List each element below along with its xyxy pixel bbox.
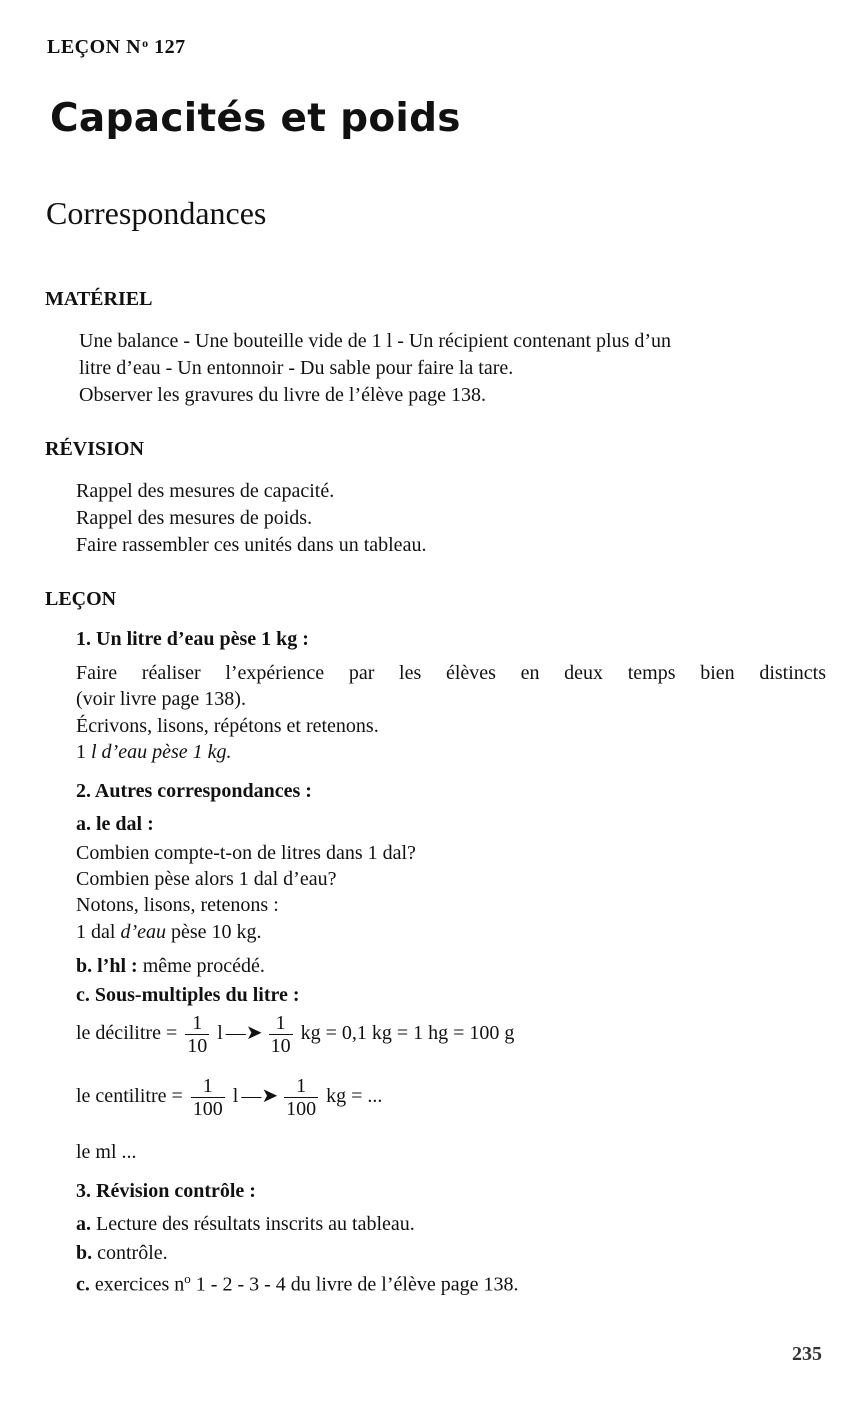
lesson-number-value: 127 xyxy=(154,36,186,58)
centilitre-fraction-2 xyxy=(284,1075,318,1120)
part2-title: 2. Autres correspondances : xyxy=(76,780,312,802)
decilitre-den-2: 10 xyxy=(270,1035,291,1057)
lecon-heading: LEÇON xyxy=(45,588,117,610)
part2-a-rule-post: pèse 10 kg. xyxy=(165,921,262,943)
decilitre-unit: l xyxy=(212,1022,223,1045)
centilitre-num-1: 1 xyxy=(202,1075,213,1097)
materiel-line-1: Une balance - Une bouteille vide de 1 l - Un récipient contenant plus d’un xyxy=(79,330,672,352)
part3-b xyxy=(76,1242,168,1265)
materiel-heading: MATÉRIEL xyxy=(45,288,153,310)
arrow-right-icon: —➤ xyxy=(225,1022,263,1045)
part3-a-label: a. xyxy=(76,1213,91,1235)
part3-c xyxy=(76,1271,518,1297)
centilitre-den-2: 100 xyxy=(286,1098,317,1120)
part3-a xyxy=(76,1213,415,1236)
centilitre-fraction-1 xyxy=(191,1075,225,1120)
decilitre-num-1: 1 xyxy=(192,1012,203,1034)
lesson-label: LEÇON N xyxy=(47,36,142,58)
part1-title: 1. Un litre d’eau pèse 1 kg : xyxy=(76,628,309,650)
centilitre-label: le centilitre = xyxy=(76,1085,188,1108)
part2-a-line-1: Combien compte-t-on de litres dans 1 dal? xyxy=(76,842,416,864)
centilitre-num-2: 1 xyxy=(296,1075,307,1097)
decilitre-formula xyxy=(76,1012,514,1057)
part3-c-text-2: 1 - 2 - 3 - 4 du livre de l’élève page 138. xyxy=(190,1273,519,1296)
revision-line-3: Faire rassembler ces unités dans un tableau. xyxy=(76,534,427,556)
part3-c-label: c. xyxy=(76,1273,90,1296)
part2-b-text: même procédé. xyxy=(137,955,265,977)
page-subtitle: Correspondances xyxy=(46,195,267,231)
part2-a-rule-pre: 1 dal xyxy=(76,921,121,943)
centilitre-unit: l xyxy=(227,1085,239,1108)
page-number: 235 xyxy=(792,1343,822,1365)
part1-rule xyxy=(76,741,232,764)
part2-a-rule xyxy=(76,921,262,944)
decilitre-fraction-2 xyxy=(269,1012,293,1057)
lesson-sup: o xyxy=(142,36,149,50)
part3-c-text: exercices n xyxy=(89,1273,185,1296)
lesson-number xyxy=(47,36,186,59)
part2-a-label: a. le dal : xyxy=(76,813,154,835)
decilitre-label: le décilitre = xyxy=(76,1022,183,1045)
part1-line-3: Écrivons, lisons, répétons et retenons. xyxy=(76,715,379,737)
decilitre-num-2: 1 xyxy=(275,1012,286,1034)
materiel-line-2: litre d’eau - Un entonnoir - Du sable pour faire la tare. xyxy=(79,357,514,379)
revision-line-2: Rappel des mesures de poids. xyxy=(76,507,313,529)
decilitre-rest: kg = 0,1 kg = 1 hg = 100 g xyxy=(295,1022,515,1045)
part2-a-line-3: Notons, lisons, retenons : xyxy=(76,894,279,916)
revision-line-1: Rappel des mesures de capacité. xyxy=(76,480,335,502)
decilitre-fraction-1 xyxy=(185,1012,209,1057)
part2-b xyxy=(76,955,265,978)
centilitre-formula xyxy=(76,1075,382,1120)
page-title: Capacités et poids xyxy=(50,96,461,141)
part2-b-label: b. l’hl : xyxy=(76,955,138,977)
part3-b-text: contrôle. xyxy=(92,1242,168,1264)
part3-a-text: Lecture des résultats inscrits au tableau. xyxy=(91,1213,415,1235)
part2-a-line-2: Combien pèse alors 1 dal d’eau? xyxy=(76,868,337,890)
part2-c-label: c. Sous-multiples du litre : xyxy=(76,984,300,1006)
part3-c-sup: o xyxy=(184,1271,191,1286)
part1-rule-num: 1 xyxy=(76,741,91,763)
part2-a-rule-italic: d’eau xyxy=(120,921,166,943)
materiel-line-3: Observer les gravures du livre de l’élève page 138. xyxy=(79,384,487,406)
arrow-right-icon: —➤ xyxy=(241,1085,279,1108)
decilitre-den-1: 10 xyxy=(187,1035,208,1057)
part1-line-2: (voir livre page 138). xyxy=(76,688,246,710)
millilitre-line: le ml ... xyxy=(76,1141,137,1163)
centilitre-den-1: 100 xyxy=(192,1098,223,1120)
centilitre-rest: kg = ... xyxy=(321,1085,383,1108)
part3-title: 3. Révision contrôle : xyxy=(76,1180,256,1202)
part1-rule-text: l d’eau pèse 1 kg. xyxy=(91,741,232,763)
part3-b-label: b. xyxy=(76,1242,93,1264)
revision-heading: RÉVISION xyxy=(45,438,144,460)
part1-line-1: Faire réaliser l’expérience par les élèves en deux temps bien distincts xyxy=(76,662,826,684)
